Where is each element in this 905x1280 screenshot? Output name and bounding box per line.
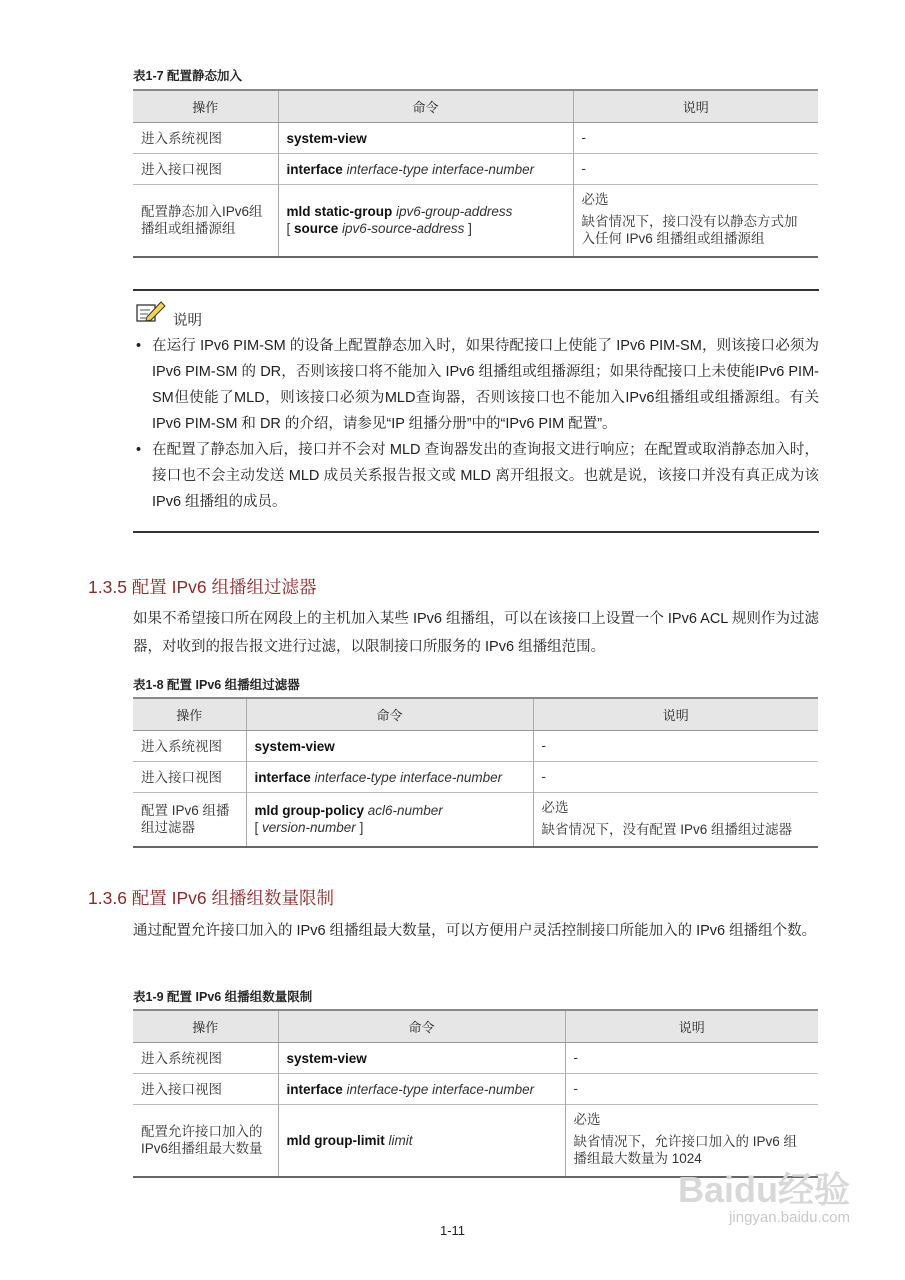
table-row bbox=[133, 793, 818, 847]
command-text: [ bbox=[254, 820, 263, 836]
operation-cell: 进入接口视图 bbox=[133, 762, 246, 793]
description-cell bbox=[565, 1043, 818, 1074]
table-row bbox=[133, 1043, 818, 1074]
command-keyword: mld static-group bbox=[286, 204, 397, 220]
command-argument: version-number bbox=[262, 820, 356, 836]
column-header: 说明 bbox=[533, 698, 818, 731]
command-keyword: mld group-policy bbox=[254, 803, 368, 819]
description-cell bbox=[533, 793, 818, 847]
command-keyword: system-view bbox=[286, 130, 367, 146]
command-text: [ bbox=[286, 221, 295, 237]
command-argument: ipv6-source-address bbox=[342, 221, 465, 237]
command-cell bbox=[278, 123, 573, 154]
command-argument: interface-type interface-number bbox=[314, 769, 503, 785]
section-paragraph: 通过配置允许接口加入的 IPv6 组播组最大数量，可以方便用户灵活控制接口所能加入的 IPv6 组播组个数。 bbox=[133, 923, 817, 939]
table-row bbox=[133, 1074, 818, 1105]
bullet-icon: • bbox=[136, 338, 142, 354]
table-header-row bbox=[133, 698, 818, 731]
description-text: - bbox=[581, 160, 586, 176]
command-cell bbox=[278, 1043, 565, 1074]
command-keyword: mld group-limit bbox=[286, 1132, 389, 1148]
column-header: 命令 bbox=[246, 698, 533, 731]
description-cell bbox=[533, 762, 818, 793]
description-cell bbox=[565, 1105, 818, 1177]
note-box bbox=[133, 289, 819, 533]
note-pencil-icon bbox=[135, 299, 167, 330]
column-header: 操作 bbox=[133, 90, 278, 123]
description-text: 必选 bbox=[573, 1112, 601, 1128]
command-argument: limit bbox=[388, 1132, 413, 1148]
description-text: - bbox=[581, 129, 586, 145]
command-text: ] bbox=[355, 820, 364, 836]
command-keyword: system-view bbox=[286, 1050, 367, 1066]
table-row bbox=[133, 154, 818, 185]
column-header: 操作 bbox=[133, 698, 246, 731]
column-header: 说明 bbox=[565, 1010, 818, 1043]
note-text: 在配置了静态加入后，接口并不会对 MLD 查询器发出的查询报文进行响应；在配置或取消静态加入时，接口也不会主动发送 MLD 成员关系报告报文或 MLD 离开组报文。也就是说，该接口并没有真正成为该 IPv6 组播组的成员。 bbox=[152, 442, 819, 510]
operation-cell: 进入系统视图 bbox=[133, 731, 246, 762]
description-text: - bbox=[541, 737, 546, 753]
operation-cell: 配置允许接口加入的IPv6组播组最大数量 bbox=[133, 1105, 278, 1177]
table-row bbox=[133, 185, 818, 257]
table-caption: 表1-9 配置 IPv6 组播组数量限制 bbox=[133, 990, 313, 1004]
note-list bbox=[133, 333, 819, 515]
description-text: 缺省情况下，接口没有以静态方式加入任何 IPv6 组播组或组播源组 bbox=[581, 214, 798, 247]
section-paragraph: 如果不希望接口所在网段上的主机加入某些 IPv6 组播组，可以在该接口上设置一个 IPv6 ACL 规则作为过滤器，对收到的报告报文进行过滤，以限制接口所服务的 IPv6 组播组范围。 bbox=[133, 611, 819, 655]
note-item bbox=[133, 437, 819, 515]
command-keyword: interface bbox=[286, 1081, 347, 1097]
command-cell bbox=[278, 154, 573, 185]
section-heading: 1.3.6 配置 IPv6 组播组数量限制 bbox=[88, 888, 335, 908]
description-text: - bbox=[541, 768, 546, 784]
section-heading: 1.3.5 配置 IPv6 组播组过滤器 bbox=[88, 577, 317, 597]
table-row bbox=[133, 1105, 818, 1177]
command-argument: interface-type interface-number bbox=[346, 1081, 535, 1097]
description-cell bbox=[533, 731, 818, 762]
description-cell bbox=[573, 185, 818, 257]
table-row bbox=[133, 762, 818, 793]
command-argument: interface-type interface-number bbox=[346, 161, 535, 177]
operation-cell: 配置静态加入IPv6组播组或组播源组 bbox=[133, 185, 278, 257]
command-text: ] bbox=[464, 221, 472, 237]
table-row bbox=[133, 731, 818, 762]
column-header: 命令 bbox=[278, 1010, 565, 1043]
description-cell bbox=[573, 154, 818, 185]
operation-cell: 配置 IPv6 组播组过滤器 bbox=[133, 793, 246, 847]
static-join-table bbox=[133, 89, 818, 258]
column-header: 说明 bbox=[573, 90, 818, 123]
command-argument: acl6-number bbox=[367, 803, 443, 819]
group-filter-table bbox=[133, 697, 818, 848]
note-title: 说明 bbox=[173, 313, 202, 329]
note-item bbox=[133, 333, 819, 437]
command-keyword: source bbox=[294, 221, 343, 237]
operation-cell: 进入接口视图 bbox=[133, 1074, 278, 1105]
command-cell bbox=[246, 731, 533, 762]
command-keyword: interface bbox=[286, 161, 347, 177]
group-limit-table bbox=[133, 1009, 818, 1178]
baidu-watermark-logo: Baidu经验 jingyan.baidu.com bbox=[677, 1169, 850, 1226]
operation-cell: 进入接口视图 bbox=[133, 154, 278, 185]
command-cell bbox=[278, 185, 573, 257]
description-text: 必选 bbox=[541, 799, 569, 815]
command-cell bbox=[278, 1074, 565, 1105]
command-keyword: interface bbox=[254, 769, 315, 785]
description-cell bbox=[565, 1074, 818, 1105]
table-header-row bbox=[133, 1010, 818, 1043]
command-cell bbox=[278, 1105, 565, 1177]
operation-cell: 进入系统视图 bbox=[133, 1043, 278, 1074]
column-header: 命令 bbox=[278, 90, 573, 123]
table-caption: 表1-8 配置 IPv6 组播组过滤器 bbox=[133, 678, 300, 692]
command-cell bbox=[246, 793, 533, 847]
note-text: 在运行 IPv6 PIM-SM 的设备上配置静态加入时，如果待配接口上使能了 IPv6 PIM-SM，则该接口必须为 IPv6 PIM-SM 的 DR，否则该接口将不能加入 IPv6 组播组或组播源组；如果待配接口上未使能IPv6 PIM-SM但使能了MLD，则该接口必须为MLD查询器，否则该接口也不能加入IPv6组播组或组播源组。有关 IPv6 PIM-SM 和 DR 的介绍，请参见“IP 组播分册”中的“IPv6 PIM 配置”。 bbox=[152, 338, 819, 432]
description-cell bbox=[573, 123, 818, 154]
command-argument: ipv6-group-address bbox=[396, 204, 513, 220]
description-text: 必选 bbox=[581, 192, 609, 208]
command-cell bbox=[246, 762, 533, 793]
description-text: - bbox=[573, 1080, 578, 1096]
description-text: 缺省情况下，没有配置 IPv6 组播组过滤器 bbox=[541, 821, 793, 837]
description-text: - bbox=[573, 1049, 578, 1065]
table-row bbox=[133, 123, 818, 154]
description-text: 缺省情况下，允许接口加入的 IPv6 组播组最大数量为 1024 bbox=[573, 1134, 798, 1167]
table-header-row bbox=[133, 90, 818, 123]
column-header: 操作 bbox=[133, 1010, 278, 1043]
command-keyword: system-view bbox=[254, 738, 335, 754]
bullet-icon: • bbox=[136, 442, 142, 458]
page-number: 1-11 bbox=[439, 1223, 466, 1238]
operation-cell: 进入系统视图 bbox=[133, 123, 278, 154]
table-caption: 表1-7 配置静态加入 bbox=[133, 69, 243, 83]
